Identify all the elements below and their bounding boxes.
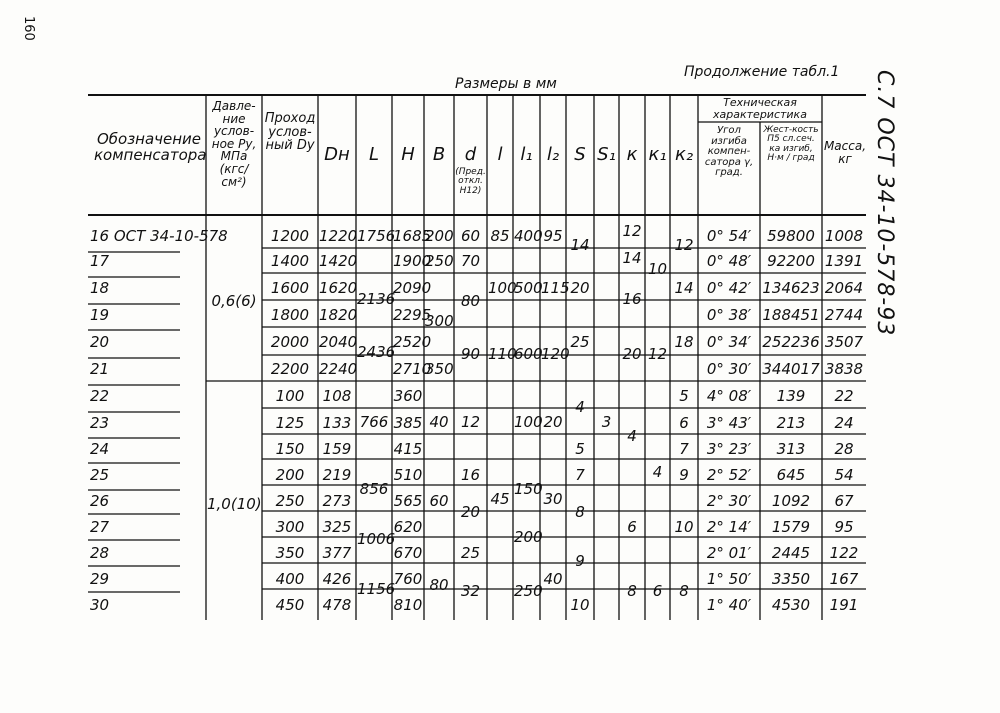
stiffness-cell: 139 xyxy=(776,387,806,405)
stiffness-cell: 134623 xyxy=(762,279,820,297)
dy-cell: 1600 xyxy=(270,279,310,297)
h-cell: 2520 xyxy=(393,333,432,351)
l2-cell: 120 xyxy=(541,345,570,363)
angle-cell: 2° 52′ xyxy=(706,466,752,484)
mass-cell: 95 xyxy=(834,518,854,536)
header-dn: Dн xyxy=(324,144,350,165)
dn-cell: 1220 xyxy=(319,227,358,245)
l1-cell: 150 xyxy=(514,480,543,498)
header-d: d xyxy=(464,144,477,165)
stiffness-cell: 313 xyxy=(776,440,806,458)
h-cell: 670 xyxy=(393,544,423,562)
stiffness-cell: 344017 xyxy=(762,360,820,378)
header-k1: к₁ xyxy=(648,144,667,165)
stiffness-cell: 3350 xyxy=(771,570,811,588)
header-k2: к₂ xyxy=(674,144,694,165)
dn-cell: 325 xyxy=(322,518,352,536)
l-cell: 2136 xyxy=(357,290,396,308)
stiffness-cell: 59800 xyxy=(767,227,815,245)
dy-cell: 200 xyxy=(275,466,305,484)
d-cell: 32 xyxy=(460,582,481,600)
l1-cell: 600 xyxy=(514,345,543,363)
side-standard-label: С.7 ОСТ 34-10-578-93 xyxy=(872,70,897,337)
header-l: l xyxy=(497,144,503,165)
designation-cell: 22 xyxy=(90,387,110,405)
angle-cell: 0° 30′ xyxy=(706,360,752,378)
dn-cell: 426 xyxy=(322,570,352,588)
h-cell: 2295 xyxy=(393,306,432,324)
s-cell: 25 xyxy=(570,333,590,351)
designation-cell: 27 xyxy=(90,518,110,536)
h-cell: 1685 xyxy=(393,227,432,245)
s1-cell: 3 xyxy=(601,413,612,431)
stiffness-cell: 645 xyxy=(776,466,806,484)
k2-cell: 10 xyxy=(674,518,694,536)
dy-cell: 1800 xyxy=(270,306,310,324)
header-S1: S₁ xyxy=(597,144,616,165)
k-cell: 16 xyxy=(622,290,642,308)
designation-cell: 16 ОСТ 34-10-578 xyxy=(90,227,228,245)
dy-cell: 400 xyxy=(275,570,305,588)
dy-cell: 150 xyxy=(275,440,305,458)
designation-cell: 26 xyxy=(90,492,110,510)
dy-cell: 2000 xyxy=(270,333,310,351)
header-S: S xyxy=(574,144,586,165)
k2-cell: 8 xyxy=(679,582,689,600)
k1-cell: 6 xyxy=(652,582,663,600)
angle-cell: 1° 50′ xyxy=(706,570,752,588)
angle-cell: 0° 42′ xyxy=(706,279,752,297)
header-l1: l₁ xyxy=(520,144,533,165)
d-cell: 60 xyxy=(460,227,481,245)
mass-cell: 22 xyxy=(834,387,854,405)
h-cell: 565 xyxy=(393,492,423,510)
header-L: L xyxy=(368,144,380,165)
header-passage: Проход услов-ный Dy xyxy=(264,111,316,154)
k2-cell: 9 xyxy=(679,466,689,484)
l2-cell: 40 xyxy=(543,570,563,588)
k2-cell: 12 xyxy=(674,236,694,254)
l-cell: 856 xyxy=(359,480,389,498)
header-designation: Обозначение компенсатора xyxy=(94,130,207,164)
designation-cell: 18 xyxy=(90,279,110,297)
l-cell: 1756 xyxy=(357,227,396,245)
angle-cell: 2° 01′ xyxy=(706,544,752,562)
k-cell: 12 xyxy=(622,222,642,240)
l2-cell: 30 xyxy=(543,490,563,508)
l1-cell: 100 xyxy=(514,413,543,431)
l-small-cell: 100 xyxy=(488,279,517,297)
mass-cell: 2744 xyxy=(824,306,864,324)
dn-cell: 478 xyxy=(322,596,352,614)
l2-cell: 20 xyxy=(543,413,563,431)
h-cell: 2710 xyxy=(393,360,432,378)
b-cell: 250 xyxy=(425,252,454,270)
dn-cell: 2240 xyxy=(319,360,358,378)
angle-cell: 0° 34′ xyxy=(706,333,752,351)
header-mass: Масса, кг xyxy=(823,139,867,166)
mass-cell: 54 xyxy=(834,466,854,484)
stiffness-cell: 4530 xyxy=(771,596,811,614)
l-cell: 1156 xyxy=(357,580,396,598)
k-cell: 14 xyxy=(622,249,642,267)
mass-cell: 2064 xyxy=(824,279,864,297)
l1-cell: 500 xyxy=(514,279,543,297)
dy-cell: 1400 xyxy=(270,252,310,270)
stiffness-cell: 213 xyxy=(776,414,806,432)
h-cell: 2090 xyxy=(393,279,432,297)
b-cell: 300 xyxy=(425,312,454,330)
continuation-caption: Продолжение табл.1 xyxy=(684,64,840,80)
angle-cell: 3° 43′ xyxy=(706,414,752,432)
header-k: к xyxy=(626,144,638,165)
designation-cell: 24 xyxy=(90,440,110,458)
header-tech: Техническая характеристика xyxy=(713,96,807,121)
h-cell: 385 xyxy=(393,414,423,432)
dy-cell: 125 xyxy=(275,414,305,432)
k-cell: 20 xyxy=(622,345,642,363)
mass-cell: 1008 xyxy=(824,227,864,245)
s-cell: 14 xyxy=(570,236,590,254)
h-cell: 415 xyxy=(393,440,423,458)
k1-cell: 4 xyxy=(652,463,663,481)
designation-cell: 25 xyxy=(90,466,110,484)
page-number: 160 xyxy=(21,16,36,41)
d-cell: 80 xyxy=(460,292,481,310)
angle-cell: 0° 54′ xyxy=(706,227,752,245)
angle-cell: 3° 23′ xyxy=(706,440,752,458)
k-cell: 6 xyxy=(627,518,637,536)
l-small-cell: 85 xyxy=(490,227,510,245)
dn-cell: 1820 xyxy=(319,306,358,324)
b-cell: 80 xyxy=(429,576,449,594)
s-cell: 8 xyxy=(575,503,585,521)
k-cell: 8 xyxy=(627,582,637,600)
dn-cell: 273 xyxy=(322,492,352,510)
dn-cell: 133 xyxy=(322,414,352,432)
header-H: H xyxy=(401,144,415,165)
k2-cell: 6 xyxy=(679,414,689,432)
l1-cell: 200 xyxy=(514,528,543,546)
l1-cell: 400 xyxy=(514,227,543,245)
d-cell: 20 xyxy=(460,503,481,521)
stiffness-cell: 92200 xyxy=(767,252,815,270)
dn-cell: 1620 xyxy=(319,279,358,297)
k1-cell: 12 xyxy=(647,345,668,363)
dy-cell: 1200 xyxy=(270,227,310,245)
angle-cell: 2° 14′ xyxy=(706,518,752,536)
designation-cell: 21 xyxy=(90,360,110,378)
h-cell: 1900 xyxy=(393,252,432,270)
l-cell: 766 xyxy=(359,413,389,431)
b-cell: 200 xyxy=(425,227,454,245)
l1-cell: 250 xyxy=(514,582,543,600)
d-cell: 90 xyxy=(460,345,481,363)
s-cell: 4 xyxy=(575,398,585,416)
mass-cell: 3507 xyxy=(824,333,864,351)
b-cell: 350 xyxy=(425,360,454,378)
k2-cell: 7 xyxy=(679,440,689,458)
mass-cell: 67 xyxy=(834,492,854,510)
angle-cell: 4° 08′ xyxy=(706,387,752,405)
l-small-cell: 110 xyxy=(488,345,517,363)
dy-cell: 450 xyxy=(275,596,305,614)
mass-cell: 1391 xyxy=(824,252,864,270)
d-cell: 25 xyxy=(460,544,481,562)
h-cell: 620 xyxy=(393,518,423,536)
designation-cell: 20 xyxy=(90,333,110,351)
pressure-group: 0,6(6) xyxy=(211,292,257,310)
angle-cell: 0° 38′ xyxy=(706,306,752,324)
mass-cell: 122 xyxy=(829,544,859,562)
dn-cell: 2040 xyxy=(319,333,358,351)
dn-cell: 219 xyxy=(322,466,352,484)
d-cell: 12 xyxy=(460,413,481,431)
dy-cell: 2200 xyxy=(270,360,310,378)
s-cell: 20 xyxy=(570,279,590,297)
h-cell: 810 xyxy=(393,596,423,614)
stiffness-cell: 1092 xyxy=(771,492,811,510)
units-caption: Размеры в мм xyxy=(455,76,557,92)
designation-cell: 23 xyxy=(90,414,110,432)
dn-cell: 377 xyxy=(322,544,352,562)
header-d-note: (Пред. откл. H12) xyxy=(455,167,486,196)
dn-cell: 1420 xyxy=(319,252,358,270)
mass-cell: 28 xyxy=(834,440,854,458)
s-cell: 10 xyxy=(570,596,590,614)
designation-cell: 28 xyxy=(90,544,110,562)
dn-cell: 108 xyxy=(322,387,352,405)
b-cell: 60 xyxy=(429,492,449,510)
k1-cell: 10 xyxy=(647,260,668,278)
dn-cell: 159 xyxy=(322,440,352,458)
header-B: B xyxy=(432,144,446,165)
mass-cell: 191 xyxy=(829,596,859,614)
dy-cell: 300 xyxy=(275,518,305,536)
header-pressure: Давле-ние услов-ное Ру, МПа (кгс/см²) xyxy=(211,99,257,189)
stiffness-cell: 2445 xyxy=(771,544,811,562)
s-cell: 7 xyxy=(575,466,585,484)
stiffness-cell: 188451 xyxy=(762,306,820,324)
dy-cell: 250 xyxy=(275,492,305,510)
pressure-group: 1,0(10) xyxy=(207,495,262,513)
h-cell: 360 xyxy=(393,387,423,405)
mass-cell: 3838 xyxy=(824,360,864,378)
dy-cell: 350 xyxy=(275,544,305,562)
d-cell: 16 xyxy=(460,466,481,484)
k2-cell: 14 xyxy=(674,279,694,297)
k2-cell: 18 xyxy=(674,333,694,351)
designation-cell: 17 xyxy=(90,252,110,270)
l-cell: 2436 xyxy=(357,343,396,361)
b-cell: 40 xyxy=(429,413,449,431)
mass-cell: 167 xyxy=(829,570,859,588)
l-small-cell: 45 xyxy=(490,490,510,508)
s-cell: 9 xyxy=(575,552,585,570)
angle-cell: 1° 40′ xyxy=(706,596,752,614)
l2-cell: 115 xyxy=(541,279,570,297)
angle-cell: 2° 30′ xyxy=(706,492,752,510)
l-cell: 1006 xyxy=(357,530,396,548)
dy-cell: 100 xyxy=(275,387,305,405)
l2-cell: 95 xyxy=(543,227,563,245)
header-angle: Угол изгиба компен-сатора γ, град. xyxy=(704,125,754,178)
designation-cell: 19 xyxy=(90,306,110,324)
header-l2: l₂ xyxy=(546,144,560,165)
designation-cell: 29 xyxy=(90,570,110,588)
stiffness-cell: 1579 xyxy=(771,518,811,536)
h-cell: 510 xyxy=(393,466,423,484)
k2-cell: 5 xyxy=(679,387,689,405)
k-cell: 4 xyxy=(627,427,637,445)
angle-cell: 0° 48′ xyxy=(706,252,752,270)
header-stiffness: Жест-кость П5 сл.сеч. ка изгиб, Н·м / град xyxy=(763,125,819,164)
mass-cell: 24 xyxy=(834,414,854,432)
designation-cell: 30 xyxy=(90,596,110,614)
d-cell: 70 xyxy=(460,252,481,270)
h-cell: 760 xyxy=(393,570,423,588)
s-cell: 5 xyxy=(575,440,585,458)
stiffness-cell: 252236 xyxy=(762,333,820,351)
